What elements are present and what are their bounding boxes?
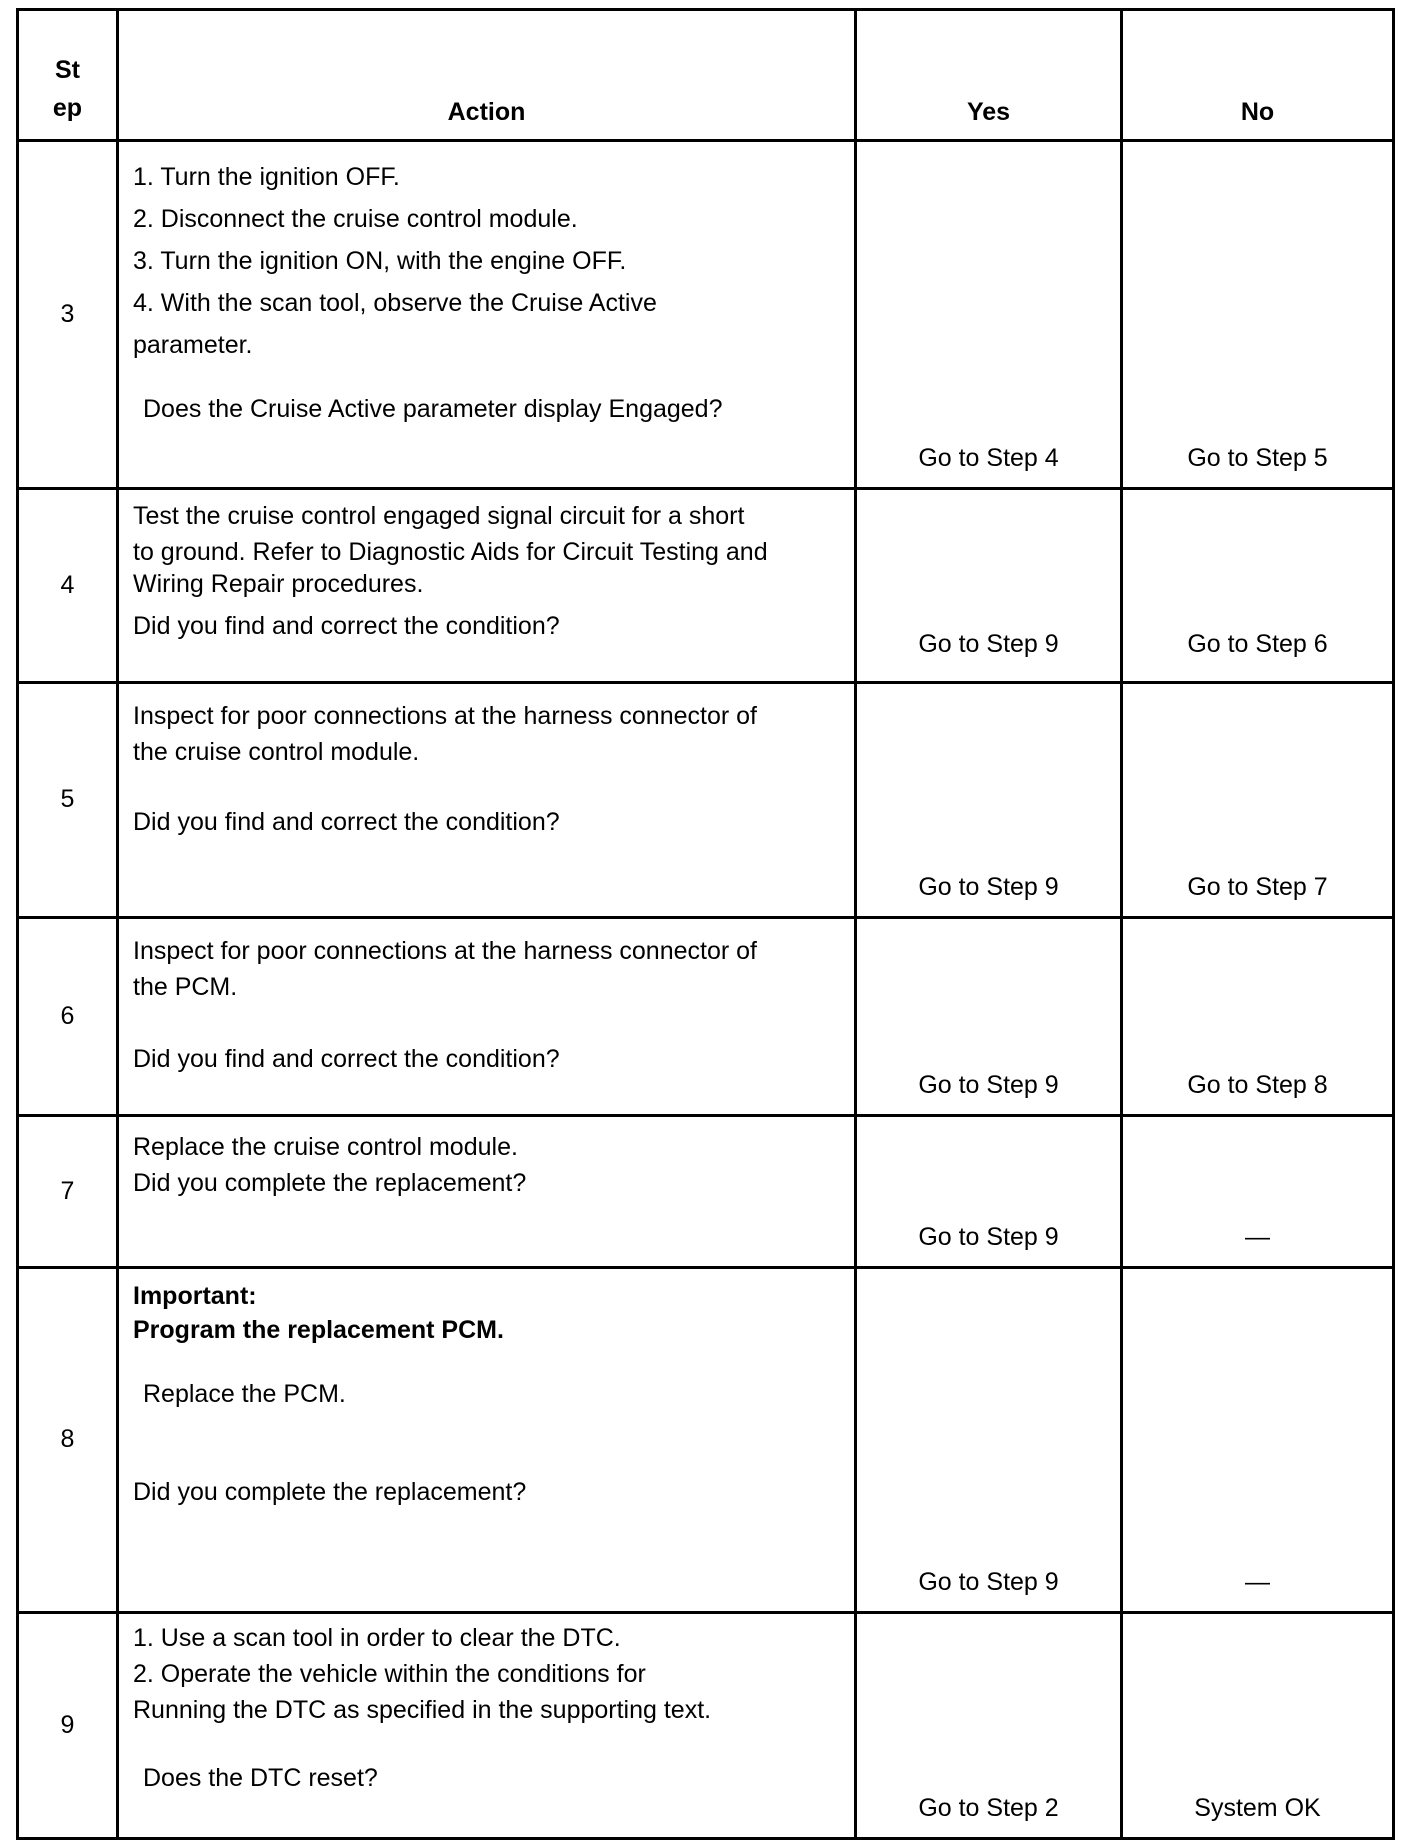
yes-result: Go to Step 9	[856, 917, 1122, 1116]
action-line: Replace the cruise control module.	[133, 1133, 518, 1162]
header-action: Action	[118, 10, 856, 141]
yes-result: Go to Step 4	[856, 140, 1122, 488]
action-line: Inspect for poor connections at the harness connector of	[133, 936, 757, 965]
no-result: Go to Step 5	[1122, 140, 1394, 488]
no-result: Go to Step 6	[1122, 489, 1394, 683]
action-cell	[118, 140, 856, 488]
yes-result: Go to Step 9	[856, 489, 1122, 683]
table-row-step-8	[18, 1267, 1394, 1612]
important-label: Important:	[133, 1281, 257, 1310]
yes-result: Go to Step 9	[856, 1267, 1122, 1612]
action-cell	[118, 683, 856, 917]
table-row-step-4	[18, 489, 1394, 683]
table-row-step-5	[18, 683, 1394, 917]
action-line: the cruise control module.	[133, 738, 420, 767]
action-line: 1. Turn the ignition OFF.	[133, 162, 400, 191]
table-row-step-7	[18, 1116, 1394, 1268]
header-row	[18, 10, 1394, 141]
action-line: 4. With the scan tool, observe the Cruise Active	[133, 288, 657, 317]
header-step	[18, 10, 118, 141]
diagnostic-table	[16, 8, 1395, 1840]
table-row-step-3	[18, 140, 1394, 488]
action-cell	[118, 917, 856, 1116]
action-line: 1. Use a scan tool in order to clear the DTC.	[133, 1623, 621, 1652]
action-line: 2. Disconnect the cruise control module.	[133, 204, 578, 233]
action-question: Does the DTC reset?	[143, 1763, 378, 1792]
action-question: Does the Cruise Active parameter display Engaged?	[143, 394, 723, 423]
table-row-step-6	[18, 917, 1394, 1116]
action-line: Inspect for poor connections at the harness connector of	[133, 702, 757, 731]
no-result: Go to Step 8	[1122, 917, 1394, 1116]
table-row-step-9	[18, 1612, 1394, 1838]
action-question: Did you find and correct the condition?	[133, 612, 560, 641]
action-question: Did you complete the replacement?	[133, 1477, 527, 1506]
step-number: 8	[18, 1267, 118, 1612]
action-question: Did you find and correct the condition?	[133, 1044, 560, 1073]
action-line: 3. Turn the ignition ON, with the engine OFF.	[133, 246, 627, 275]
no-result: —	[1122, 1116, 1394, 1268]
no-result: —	[1122, 1267, 1394, 1612]
step-number: 9	[18, 1612, 118, 1838]
action-line: Test the cruise control engaged signal circuit for a short	[133, 502, 745, 531]
step-number: 5	[18, 683, 118, 917]
action-cell	[118, 1612, 856, 1838]
step-number: 7	[18, 1116, 118, 1268]
yes-result: Go to Step 9	[856, 1116, 1122, 1268]
no-result: Go to Step 7	[1122, 683, 1394, 917]
step-number: 3	[18, 140, 118, 488]
action-line: to ground. Refer to Diagnostic Aids for Circuit Testing and	[133, 538, 768, 567]
header-step-line1: St	[55, 55, 80, 84]
important-text: Program the replacement PCM.	[133, 1315, 504, 1344]
action-question: Did you complete the replacement?	[133, 1169, 527, 1198]
header-no: No	[1122, 10, 1394, 141]
action-cell	[118, 1116, 856, 1268]
no-result: System OK	[1122, 1612, 1394, 1838]
header-yes: Yes	[856, 10, 1122, 141]
yes-result: Go to Step 2	[856, 1612, 1122, 1838]
action-cell	[118, 1267, 856, 1612]
yes-result: Go to Step 9	[856, 683, 1122, 917]
step-number: 6	[18, 917, 118, 1116]
action-line: Running the DTC as specified in the supporting text.	[133, 1695, 712, 1724]
action-line: Wiring Repair procedures.	[133, 570, 424, 599]
step-number: 4	[18, 489, 118, 683]
action-line: 2. Operate the vehicle within the conditions for	[133, 1659, 646, 1688]
action-cell	[118, 489, 856, 683]
action-line: the PCM.	[133, 972, 238, 1001]
action-line: Replace the PCM.	[143, 1379, 346, 1408]
action-line: parameter.	[133, 330, 253, 359]
action-question: Did you find and correct the condition?	[133, 808, 560, 837]
header-step-line2: ep	[52, 93, 83, 122]
